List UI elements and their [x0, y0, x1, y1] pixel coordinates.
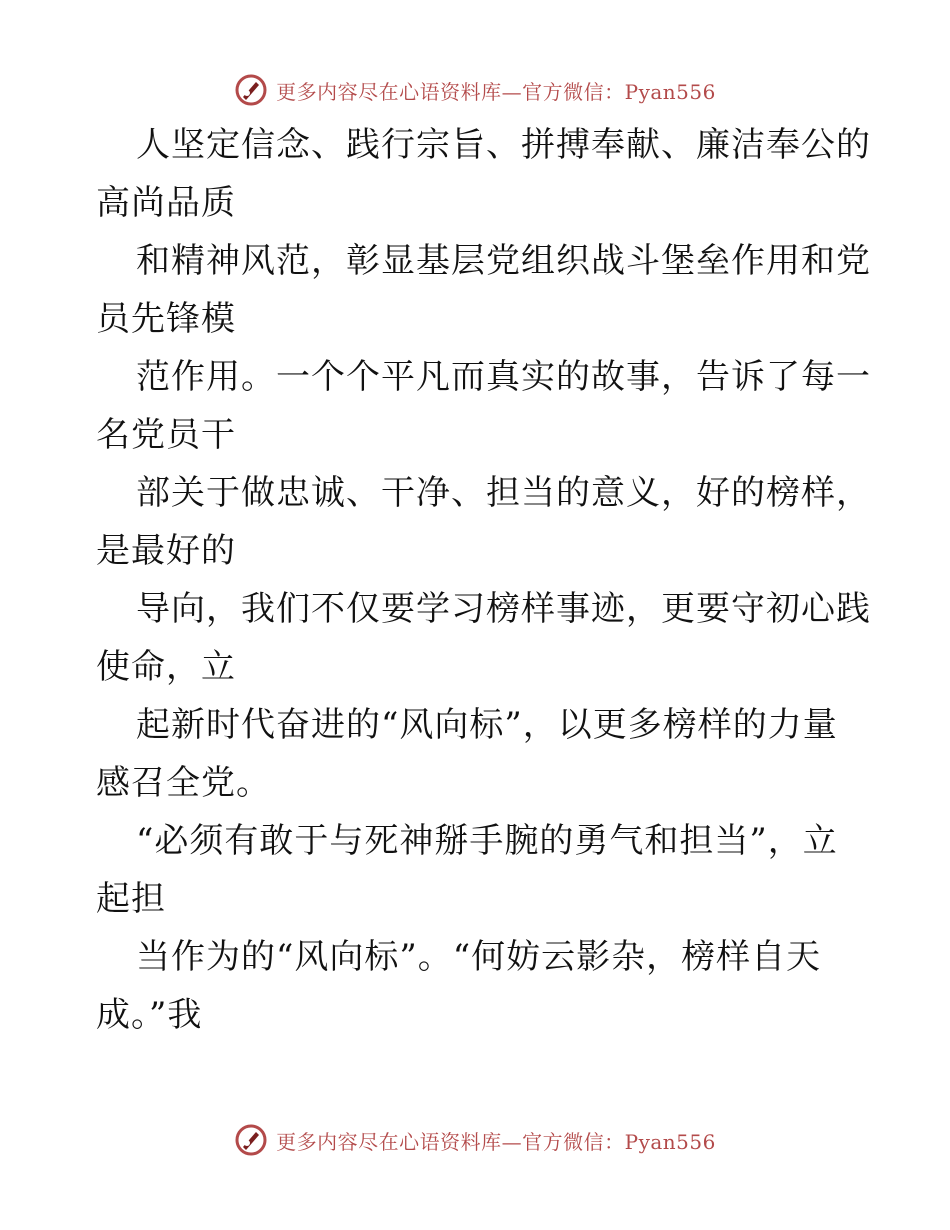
text-line: 人坚定信念、践行宗旨、拼搏奉献、廉洁奉公的	[136, 125, 871, 165]
text-line: 成。”我	[96, 995, 203, 1035]
text-line: 和精神风范，彰显基层党组织战斗堡垒作用和党	[136, 241, 871, 281]
text-line: 是最好的	[96, 531, 236, 571]
document-body	[96, 116, 871, 1044]
text-line: 当作为的“风向标”。“何妨云影杂，榜样自天	[136, 937, 822, 977]
text-line: 员先锋模	[96, 299, 236, 339]
text-line: 名党员干	[96, 415, 236, 455]
text-line: 起担	[96, 879, 166, 919]
brand-logo-icon	[234, 73, 268, 107]
text-line: 使命，立	[96, 647, 236, 687]
footer-watermark-banner	[0, 1120, 950, 1160]
brand-logo-icon	[234, 1123, 268, 1157]
text-line: 范作用。一个个平凡而真实的故事，告诉了每一	[136, 357, 871, 397]
header-watermark-banner	[0, 70, 950, 110]
header-watermark-text: 更多内容尽在心语资料库—官方微信：Pyan556	[276, 79, 716, 104]
text-line: 高尚品质	[96, 183, 236, 223]
text-line: “必须有敢于与死神掰手腕的勇气和担当”，立	[136, 821, 838, 861]
text-line: 部关于做忠诚、干净、担当的意义，好的榜样，	[136, 473, 871, 513]
text-line: 感召全党。	[96, 763, 271, 803]
footer-watermark-text: 更多内容尽在心语资料库—官方微信：Pyan556	[276, 1129, 716, 1154]
text-line: 起新时代奋进的“风向标”，以更多榜样的力量	[136, 705, 838, 745]
text-line: 导向，我们不仅要学习榜样事迹，更要守初心践	[136, 589, 871, 629]
